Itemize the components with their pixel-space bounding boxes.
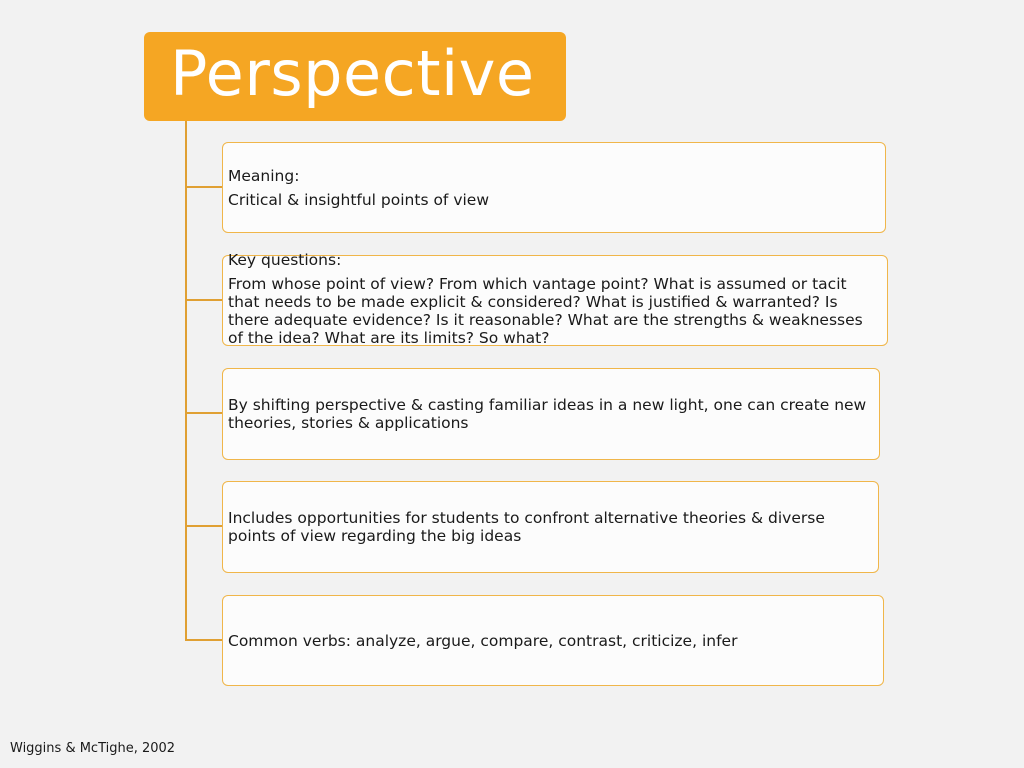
card-key-questions <box>222 251 888 347</box>
card-body: Includes opportunities for students to confront alternative theories & diverse points of view regarding the big ideas <box>228 509 825 545</box>
card-body: Critical & insightful points of view <box>228 190 490 209</box>
card-meaning <box>222 142 886 233</box>
card-body: From whose point of view? From which vantage point? What is assumed or tacit that needs to be made explicit & considered? What is justified & warranted? Is there adequate evidence? Is it reasonable? What are the strengths & weaknesses of the idea? What are its limits? So what? <box>228 275 863 347</box>
tree-connector-branch <box>185 299 222 301</box>
tree-connector-branch <box>185 639 222 641</box>
citation: Wiggins & McTighe, 2002 <box>10 741 176 756</box>
title-box <box>144 32 566 121</box>
slide-title: Perspective <box>170 36 535 110</box>
card-common-verbs <box>222 595 884 686</box>
card-body: By shifting perspective & casting familiar ideas in a new light, one can create new theories, stories & applications <box>228 396 867 432</box>
tree-connector-vertical <box>185 121 187 641</box>
card-opportunities <box>222 481 879 573</box>
card-body: Common verbs: analyze, argue, compare, contrast, criticize, infer <box>228 631 738 650</box>
tree-connector-branch <box>185 525 222 527</box>
card-heading: Meaning: <box>228 166 300 185</box>
card-heading: Key questions: <box>228 251 342 269</box>
tree-connector-branch <box>185 186 222 188</box>
card-shifting-perspective <box>222 368 880 460</box>
tree-connector-branch <box>185 412 222 414</box>
